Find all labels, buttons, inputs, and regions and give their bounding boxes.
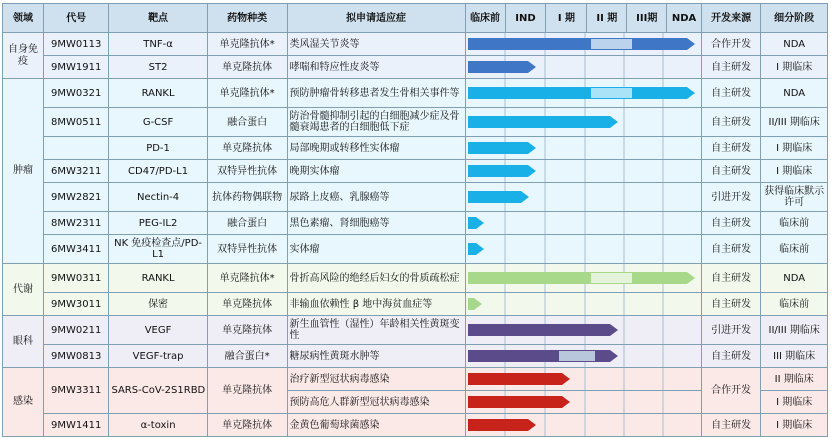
source-cell: 引进开发 bbox=[702, 316, 761, 345]
progress-arrow bbox=[468, 38, 695, 50]
progress-arrow bbox=[468, 373, 570, 385]
progress-bar-cell bbox=[465, 183, 701, 212]
table-row bbox=[3, 160, 828, 183]
table-row bbox=[3, 414, 828, 437]
progress-bar-cell bbox=[465, 293, 701, 316]
table-row bbox=[3, 137, 828, 160]
indication-cell: 防治骨髓抑制引起的白细胞减少症及骨髓衰竭患者的白细胞低下症 bbox=[287, 108, 465, 137]
code-cell: 9MW1411 bbox=[43, 414, 109, 437]
indication-cell: 预防高危人群新型冠状病毒感染 bbox=[287, 391, 465, 414]
stage-cell: III 期临床 bbox=[761, 345, 828, 368]
table-row bbox=[3, 56, 828, 79]
type-cell: 单克隆抗体 bbox=[207, 293, 287, 316]
indication-cell: 治疗新型冠状病毒感染 bbox=[287, 368, 465, 391]
target-cell: SARS-CoV-2S1RBD bbox=[109, 368, 207, 414]
header-preclinical: 临床前 bbox=[465, 4, 505, 33]
table-row bbox=[3, 183, 828, 212]
indication-cell: 局部晚期或转移性实体瘤 bbox=[287, 137, 465, 160]
table-row bbox=[3, 264, 828, 293]
type-cell: 单克隆抗体* bbox=[207, 33, 287, 56]
header-type: 药物种类 bbox=[207, 4, 287, 33]
target-cell: PD-1 bbox=[109, 137, 207, 160]
code-cell: 9MW3011 bbox=[43, 293, 109, 316]
source-cell: 自主研发 bbox=[702, 108, 761, 137]
domain-cell: 肿瘤 bbox=[3, 79, 44, 264]
type-cell: 双特异性抗体 bbox=[207, 235, 287, 264]
progress-bar bbox=[466, 160, 697, 182]
progress-arrow bbox=[468, 61, 536, 73]
source-cell: 自主研发 bbox=[702, 212, 761, 235]
code-cell: 9MW0813 bbox=[43, 345, 109, 368]
progress-arrow bbox=[468, 350, 618, 362]
progress-bar-cell bbox=[465, 368, 701, 391]
stage-cell: 临床前 bbox=[761, 212, 828, 235]
code-cell: 6MW3411 bbox=[43, 235, 109, 264]
indication-cell: 金黄色葡萄球菌感染 bbox=[287, 414, 465, 437]
progress-bar bbox=[466, 79, 697, 107]
progress-bar-cell bbox=[465, 56, 701, 79]
type-cell: 单克隆抗体* bbox=[207, 79, 287, 108]
target-cell: CD47/PD-L1 bbox=[109, 160, 207, 183]
header-source: 开发来源 bbox=[702, 4, 761, 33]
header-nda: NDA bbox=[667, 4, 702, 33]
progress-bar bbox=[466, 108, 697, 136]
header-indication: 拟申请适应症 bbox=[287, 4, 465, 33]
header-row bbox=[3, 4, 828, 33]
target-cell: RANKL bbox=[109, 79, 207, 108]
table-row bbox=[3, 212, 828, 235]
progress-bar-cell bbox=[465, 345, 701, 368]
target-cell: VEGF-trap bbox=[109, 345, 207, 368]
code-cell: 8MW2311 bbox=[43, 212, 109, 235]
header-phase2: II 期 bbox=[587, 4, 627, 33]
progress-segment-highlight bbox=[591, 88, 632, 98]
target-cell: α-toxin bbox=[109, 414, 207, 437]
progress-arrow bbox=[468, 324, 618, 336]
target-cell: G-CSF bbox=[109, 108, 207, 137]
source-cell: 自主研发 bbox=[702, 79, 761, 108]
indication-cell: 糖尿病性黄斑水肿等 bbox=[287, 345, 465, 368]
header-code: 代号 bbox=[43, 4, 109, 33]
progress-bar-cell bbox=[465, 391, 701, 414]
type-cell: 单克隆抗体 bbox=[207, 137, 287, 160]
progress-arrow bbox=[468, 419, 536, 431]
code-cell: 9MW0211 bbox=[43, 316, 109, 345]
target-cell: VEGF bbox=[109, 316, 207, 345]
header-domain: 领域 bbox=[3, 4, 44, 33]
progress-bar-cell bbox=[465, 264, 701, 293]
code-cell: 6MW3211 bbox=[43, 160, 109, 183]
progress-segment-highlight bbox=[591, 39, 632, 49]
stage-cell: NDA bbox=[761, 33, 828, 56]
source-cell: 自主研发 bbox=[702, 414, 761, 437]
indication-cell: 非输血依赖性 β 地中海贫血症等 bbox=[287, 293, 465, 316]
progress-bar-cell bbox=[465, 33, 701, 56]
source-cell: 自主研发 bbox=[702, 293, 761, 316]
domain-cell: 自身免疫 bbox=[3, 33, 44, 79]
progress-bar bbox=[466, 137, 697, 159]
stage-cell: NDA bbox=[761, 264, 828, 293]
target-cell: RANKL bbox=[109, 264, 207, 293]
type-cell: 抗体药物偶联物 bbox=[207, 183, 287, 212]
progress-arrow bbox=[468, 298, 482, 310]
indication-cell: 实体瘤 bbox=[287, 235, 465, 264]
type-cell: 融合蛋白 bbox=[207, 212, 287, 235]
pipeline-table bbox=[2, 3, 828, 437]
source-cell: 合作开发 bbox=[702, 33, 761, 56]
code-cell: 9MW2821 bbox=[43, 183, 109, 212]
stage-cell: 临床前 bbox=[761, 235, 828, 264]
progress-segment-highlight bbox=[591, 273, 632, 283]
stage-cell: II/III 期临床 bbox=[761, 316, 828, 345]
code-cell: 9MW0321 bbox=[43, 79, 109, 108]
progress-bar-cell bbox=[465, 160, 701, 183]
header-target: 靶点 bbox=[109, 4, 207, 33]
target-cell: TNF-α bbox=[109, 33, 207, 56]
indication-cell: 骨折高风险的绝经后妇女的骨质疏松症 bbox=[287, 264, 465, 293]
progress-arrow bbox=[468, 116, 618, 128]
table-row bbox=[3, 33, 828, 56]
progress-arrow bbox=[468, 217, 484, 229]
target-cell: PEG-IL2 bbox=[109, 212, 207, 235]
table-row bbox=[3, 293, 828, 316]
type-cell: 单克隆抗体 bbox=[207, 316, 287, 345]
indication-cell: 黑色素瘤、肾细胞癌等 bbox=[287, 212, 465, 235]
domain-cell: 眼科 bbox=[3, 316, 44, 368]
progress-arrow bbox=[468, 272, 695, 284]
source-cell: 自主研发 bbox=[702, 160, 761, 183]
stage-cell: 临床前 bbox=[761, 293, 828, 316]
table-row bbox=[3, 345, 828, 368]
progress-bar-cell bbox=[465, 235, 701, 264]
code-cell: 9MW1911 bbox=[43, 56, 109, 79]
progress-arrow bbox=[468, 87, 695, 99]
progress-bar-cell bbox=[465, 316, 701, 345]
type-cell: 单克隆抗体 bbox=[207, 56, 287, 79]
progress-bar bbox=[466, 293, 697, 315]
stage-cell: NDA bbox=[761, 79, 828, 108]
indication-cell: 类风湿关节炎等 bbox=[287, 33, 465, 56]
source-cell: 自主研发 bbox=[702, 235, 761, 264]
progress-segment-highlight bbox=[559, 351, 595, 361]
indication-cell: 新生血管性（湿性）年龄相关性黄斑变性 bbox=[287, 316, 465, 345]
progress-bar-cell bbox=[465, 137, 701, 160]
table-row bbox=[3, 235, 828, 264]
stage-cell: I 期临床 bbox=[761, 160, 828, 183]
progress-bar-cell bbox=[465, 414, 701, 437]
domain-cell: 代谢 bbox=[3, 264, 44, 316]
target-cell: NK 免疫检查点/PD-L1 bbox=[109, 235, 207, 264]
progress-bar bbox=[466, 212, 697, 234]
stage-cell: I 期临床 bbox=[761, 391, 828, 414]
header-phase1: Ⅰ 期 bbox=[546, 4, 587, 33]
progress-arrow bbox=[468, 396, 570, 408]
header-phase3: III期 bbox=[627, 4, 667, 33]
table-row bbox=[3, 108, 828, 137]
stage-cell: I 期临床 bbox=[761, 137, 828, 160]
source-cell: 引进开发 bbox=[702, 183, 761, 212]
stage-cell: II 期临床 bbox=[761, 368, 828, 391]
progress-bar bbox=[466, 183, 697, 211]
stage-cell: I 期临床 bbox=[761, 56, 828, 79]
progress-bar bbox=[466, 368, 697, 390]
code-cell bbox=[43, 137, 109, 160]
code-cell: 9MW0113 bbox=[43, 33, 109, 56]
progress-bar bbox=[466, 414, 697, 436]
type-cell: 单克隆抗体 bbox=[207, 414, 287, 437]
progress-arrow bbox=[468, 191, 529, 203]
progress-bar bbox=[466, 316, 697, 344]
progress-arrow bbox=[468, 165, 536, 177]
type-cell: 融合蛋白* bbox=[207, 345, 287, 368]
target-cell: 保密 bbox=[109, 293, 207, 316]
progress-bar bbox=[466, 264, 697, 292]
indication-cell: 哮喘和特应性皮炎等 bbox=[287, 56, 465, 79]
source-cell: 合作开发 bbox=[702, 368, 761, 414]
table-row bbox=[3, 316, 828, 345]
type-cell: 单克隆抗体* bbox=[207, 264, 287, 293]
source-cell: 自主研发 bbox=[702, 345, 761, 368]
stage-cell: 获得临床默示许可 bbox=[761, 183, 828, 212]
progress-bar bbox=[466, 56, 697, 78]
progress-bar bbox=[466, 391, 697, 413]
code-cell: 8MW0511 bbox=[43, 108, 109, 137]
progress-bar bbox=[466, 345, 697, 367]
indication-cell: 晚期实体瘤 bbox=[287, 160, 465, 183]
stage-cell: II/III 期临床 bbox=[761, 108, 828, 137]
progress-bar-cell bbox=[465, 79, 701, 108]
source-cell: 自主研发 bbox=[702, 264, 761, 293]
progress-arrow bbox=[468, 142, 536, 154]
progress-arrow bbox=[468, 243, 484, 255]
header-ind: IND bbox=[505, 4, 546, 33]
source-cell: 自主研发 bbox=[702, 137, 761, 160]
indication-cell: 预防肿瘤骨转移患者发生骨相关事件等 bbox=[287, 79, 465, 108]
table-row bbox=[3, 368, 828, 391]
type-cell: 单克隆抗体 bbox=[207, 368, 287, 414]
progress-bar bbox=[466, 235, 697, 263]
table-row bbox=[3, 79, 828, 108]
code-cell: 9MW3311 bbox=[43, 368, 109, 414]
header-stage: 细分阶段 bbox=[761, 4, 828, 33]
type-cell: 融合蛋白 bbox=[207, 108, 287, 137]
type-cell: 双特异性抗体 bbox=[207, 160, 287, 183]
indication-cell: 尿路上皮癌、乳腺癌等 bbox=[287, 183, 465, 212]
progress-bar-cell bbox=[465, 212, 701, 235]
target-cell: ST2 bbox=[109, 56, 207, 79]
target-cell: Nectin-4 bbox=[109, 183, 207, 212]
code-cell: 9MW0311 bbox=[43, 264, 109, 293]
stage-cell: I 期临床 bbox=[761, 414, 828, 437]
progress-bar bbox=[466, 33, 697, 55]
domain-cell: 感染 bbox=[3, 368, 44, 437]
progress-bar-cell bbox=[465, 108, 701, 137]
source-cell: 自主研发 bbox=[702, 56, 761, 79]
